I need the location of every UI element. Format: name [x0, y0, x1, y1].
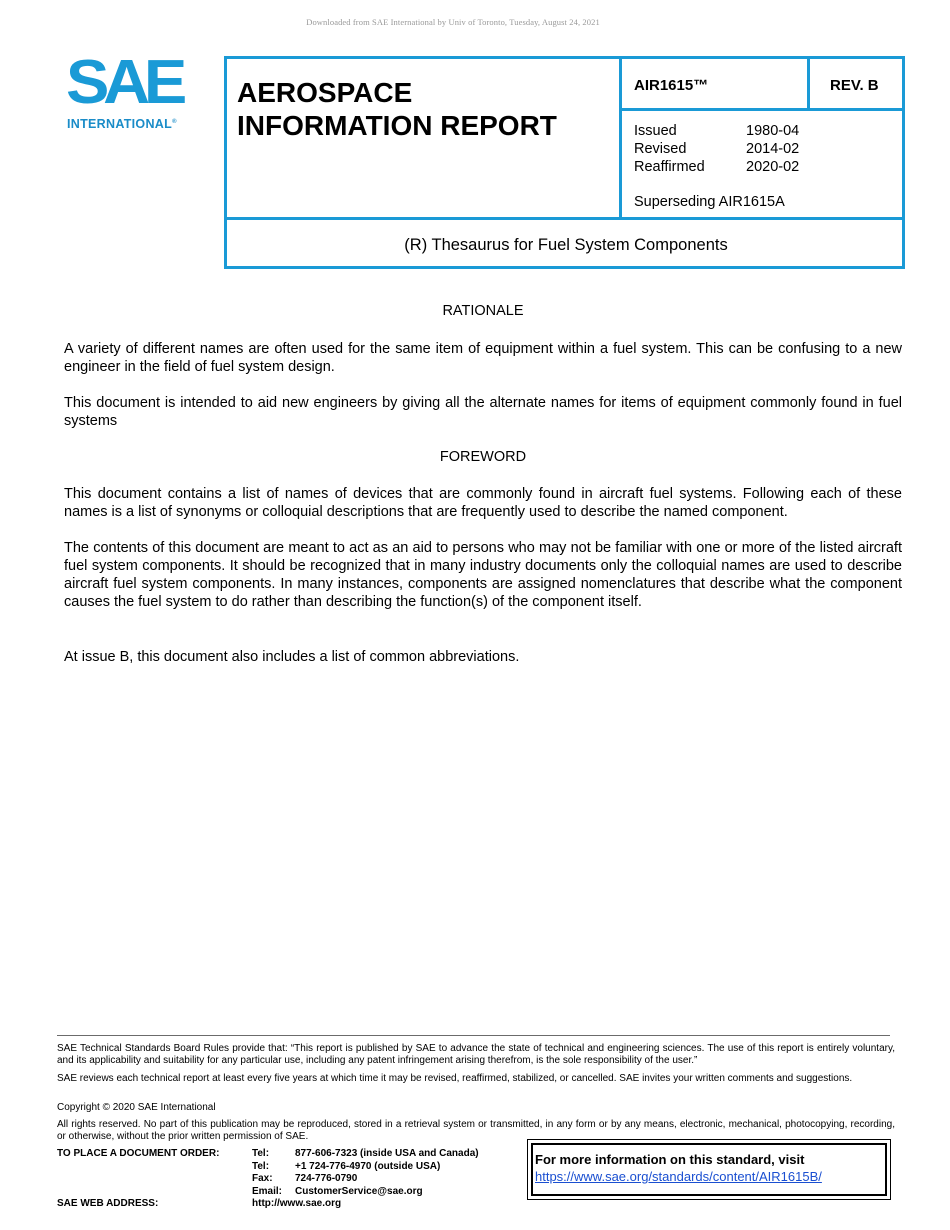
- header-divider-number: [619, 108, 905, 111]
- header-divider-subject: [227, 217, 905, 220]
- date-table: [634, 122, 799, 176]
- web-address: [57, 1198, 342, 1209]
- foreword-paragraph-2: The contents of this document are meant to act as an aid to persons who may not be familiar with one or more of the listed aircraft fuel system components. It should be recognized that in many industry documents only the colloquial names are used to describe aircraft fuel system components. In many instances, components are assigned nomenclatures that describe what the component causes the fuel system to do rather than describing the function(s) of the component itself.: [64, 540, 902, 610]
- sae-logo: [66, 48, 190, 134]
- contact-row: [252, 1161, 479, 1174]
- footer-copyright: Copyright © 2020 SAE International: [57, 1102, 216, 1113]
- order-contacts: [252, 1148, 479, 1198]
- more-info-heading: For more information on this standard, visit: [535, 1152, 805, 1167]
- logo-wordmark: SAE: [66, 48, 181, 117]
- document-subject: (R) Thesaurus for Fuel System Components: [404, 236, 728, 254]
- rationale-paragraph-2: This document is intended to aid new engineers by giving all the alternate names for items of equipment commonly found in fuel systems: [64, 395, 902, 429]
- web-address-label: SAE WEB ADDRESS:: [57, 1198, 159, 1209]
- date-label: Revised: [634, 141, 687, 157]
- footer-rules: SAE Technical Standards Board Rules provide that: “This report is published by SAE to advance the state of technical and engineering sciences. The use of this report is entirely voluntary, and its applicability and suitability for any particular use, including any patent infringement arising therefrom, is the sole responsibility of the user.”: [57, 1043, 895, 1066]
- logo-subtitle: [67, 117, 177, 131]
- foreword-paragraph-1: This document contains a list of names of devices that are commonly found in aircraft fuel systems. Following each of these names is a list of synonyms or colloquial descriptions that are frequently used to describe the named component.: [64, 486, 902, 520]
- date-row-issued: [634, 122, 799, 140]
- superseding-note: Superseding AIR1615A: [634, 194, 785, 210]
- contact-row: [252, 1173, 479, 1186]
- contact-key: Tel:: [252, 1160, 270, 1172]
- date-label: Reaffirmed: [634, 159, 705, 175]
- logo-subtitle-text: INTERNATIONAL: [67, 117, 173, 131]
- date-row-reaffirmed: [634, 158, 799, 176]
- header-divider-rev: [807, 59, 810, 110]
- header-divider-vertical: [619, 59, 622, 219]
- footer-rights: All rights reserved. No part of this publication may be reproduced, stored in a retrieval system or transmitted, in any form or by any means, electronic, mechanical, photocopying, recording, or otherwise, without the prior written permission of SAE.: [57, 1119, 895, 1142]
- registered-mark: ®: [172, 118, 177, 125]
- rationale-paragraph-1: A variety of different names are often used for the same item of equipment within a fuel system. This can be confusing to a new engineer in the field of fuel system design.: [64, 341, 902, 375]
- date-label: Issued: [634, 123, 677, 139]
- document-type: [237, 76, 557, 142]
- web-address-link[interactable]: http://www.sae.org: [252, 1198, 342, 1209]
- date-value: 2020-02: [746, 159, 800, 175]
- document-type-line1: AEROSPACE: [237, 77, 413, 108]
- download-notice: Downloaded from SAE International by Univ of Toronto, Tuesday, August 24, 2021: [306, 17, 600, 27]
- footer-review: SAE reviews each technical report at least every five years at which time it may be revised, reaffirmed, stabilized, or cancelled. SAE invites your written comments and suggestions.: [57, 1073, 853, 1084]
- contact-value: +1 724-776-4970 (outside USA): [295, 1160, 441, 1172]
- foreword-heading: FOREWORD: [439, 449, 527, 465]
- contact-row: [252, 1148, 479, 1161]
- date-value: 2014-02: [746, 141, 800, 157]
- standard-url-link[interactable]: https://www.sae.org/standards/content/AIR1615B/: [535, 1169, 822, 1184]
- revision-label: REV. B: [830, 77, 879, 94]
- document-number: AIR1615™: [634, 77, 709, 94]
- contact-value: 877-606-7323 (inside USA and Canada): [295, 1148, 479, 1159]
- contact-value: 724-776-0790: [295, 1173, 358, 1184]
- contact-value: CustomerService@sae.org: [295, 1185, 423, 1197]
- contact-row: [252, 1186, 479, 1199]
- date-value: 1980-04: [746, 123, 800, 139]
- contact-key: Email:: [252, 1185, 283, 1197]
- contact-key: Tel:: [252, 1148, 270, 1159]
- contact-key: Fax:: [252, 1173, 273, 1184]
- document-type-line2: INFORMATION REPORT: [237, 110, 557, 141]
- order-label: TO PLACE A DOCUMENT ORDER:: [57, 1148, 220, 1159]
- date-row-revised: [634, 140, 799, 158]
- footer-divider: [57, 1035, 890, 1036]
- foreword-paragraph-3: At issue B, this document also includes a list of common abbreviations.: [64, 649, 520, 665]
- rationale-heading: RATIONALE: [442, 303, 524, 319]
